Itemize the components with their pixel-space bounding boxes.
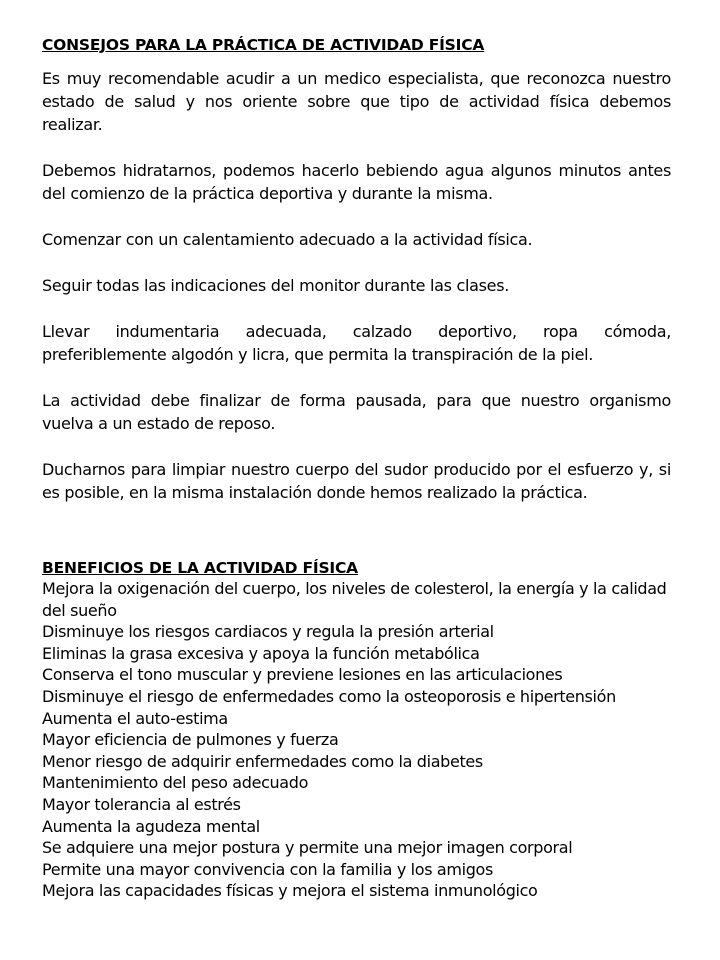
benefit-item: Eliminas la grasa excesiva y apoya la función metabólica — [42, 643, 480, 663]
tip-paragraph: Debemos hidratarnos, podemos hacerlo bebiendo agua algunos minutos antes del comienzo de la práctica deportiva y durante la misma. — [42, 161, 671, 203]
tip-paragraph: Seguir todas las indicaciones del monitor durante las clases. — [42, 276, 510, 295]
benefit-item: Conserva el tono muscular y previene lesiones en las articulaciones — [42, 665, 563, 685]
benefit-item: Mayor eficiencia de pulmones y fuerza — [42, 730, 339, 750]
benefit-item: Menor riesgo de adquirir enfermedades como la diabetes — [42, 751, 483, 771]
benefit-item: Aumenta el auto-estima — [42, 708, 228, 728]
tips-title: CONSEJOS PARA LA PRÁCTICA DE ACTIVIDAD FÍSICA — [42, 36, 485, 54]
tip-paragraph: Llevar indumentaria adecuada, calzado deportivo, ropa cómoda, preferiblemente algodón y licra, que permita la transpiración de la piel. — [42, 322, 671, 364]
benefit-item: Mejora las capacidades físicas y mejora el sistema inmunológico — [42, 881, 538, 901]
tip-paragraph: Comenzar con un calentamiento adecuado a la actividad física. — [42, 230, 533, 249]
benefit-item: Permite una mayor convivencia con la familia y los amigos — [42, 859, 493, 879]
tip-paragraph: Es muy recomendable acudir a un medico especialista, que reconozca nuestro estado de salud y nos oriente sobre que tipo de actividad física debemos realizar. — [42, 69, 671, 134]
benefits-title: BENEFICIOS DE LA ACTIVIDAD FÍSICA — [42, 559, 358, 577]
benefit-item: Disminuye el riesgo de enfermedades como la osteoporosis e hipertensión — [42, 686, 616, 706]
benefit-item: Mantenimiento del peso adecuado — [42, 773, 309, 793]
benefit-item: Disminuye los riesgos cardiacos y regula la presión arterial — [42, 622, 494, 642]
benefits-list — [42, 578, 682, 902]
benefit-item: Mayor tolerancia al estrés — [42, 794, 241, 814]
benefit-item: Aumenta la agudeza mental — [42, 816, 260, 836]
tip-paragraph: La actividad debe finalizar de forma pausada, para que nuestro organismo vuelva a un estado de reposo. — [42, 391, 671, 433]
benefit-item: Mejora la oxigenación del cuerpo, los niveles de colesterol, la energía y la calidad del sueño — [42, 579, 667, 620]
benefit-item: Se adquiere una mejor postura y permite una mejor imagen corporal — [42, 838, 573, 858]
benefits-section — [42, 558, 682, 902]
tips-section — [42, 34, 671, 527]
tip-paragraph: Ducharnos para limpiar nuestro cuerpo del sudor producido por el esfuerzo y, si es posible, en la misma instalación donde hemos realizado la práctica. — [42, 460, 671, 502]
